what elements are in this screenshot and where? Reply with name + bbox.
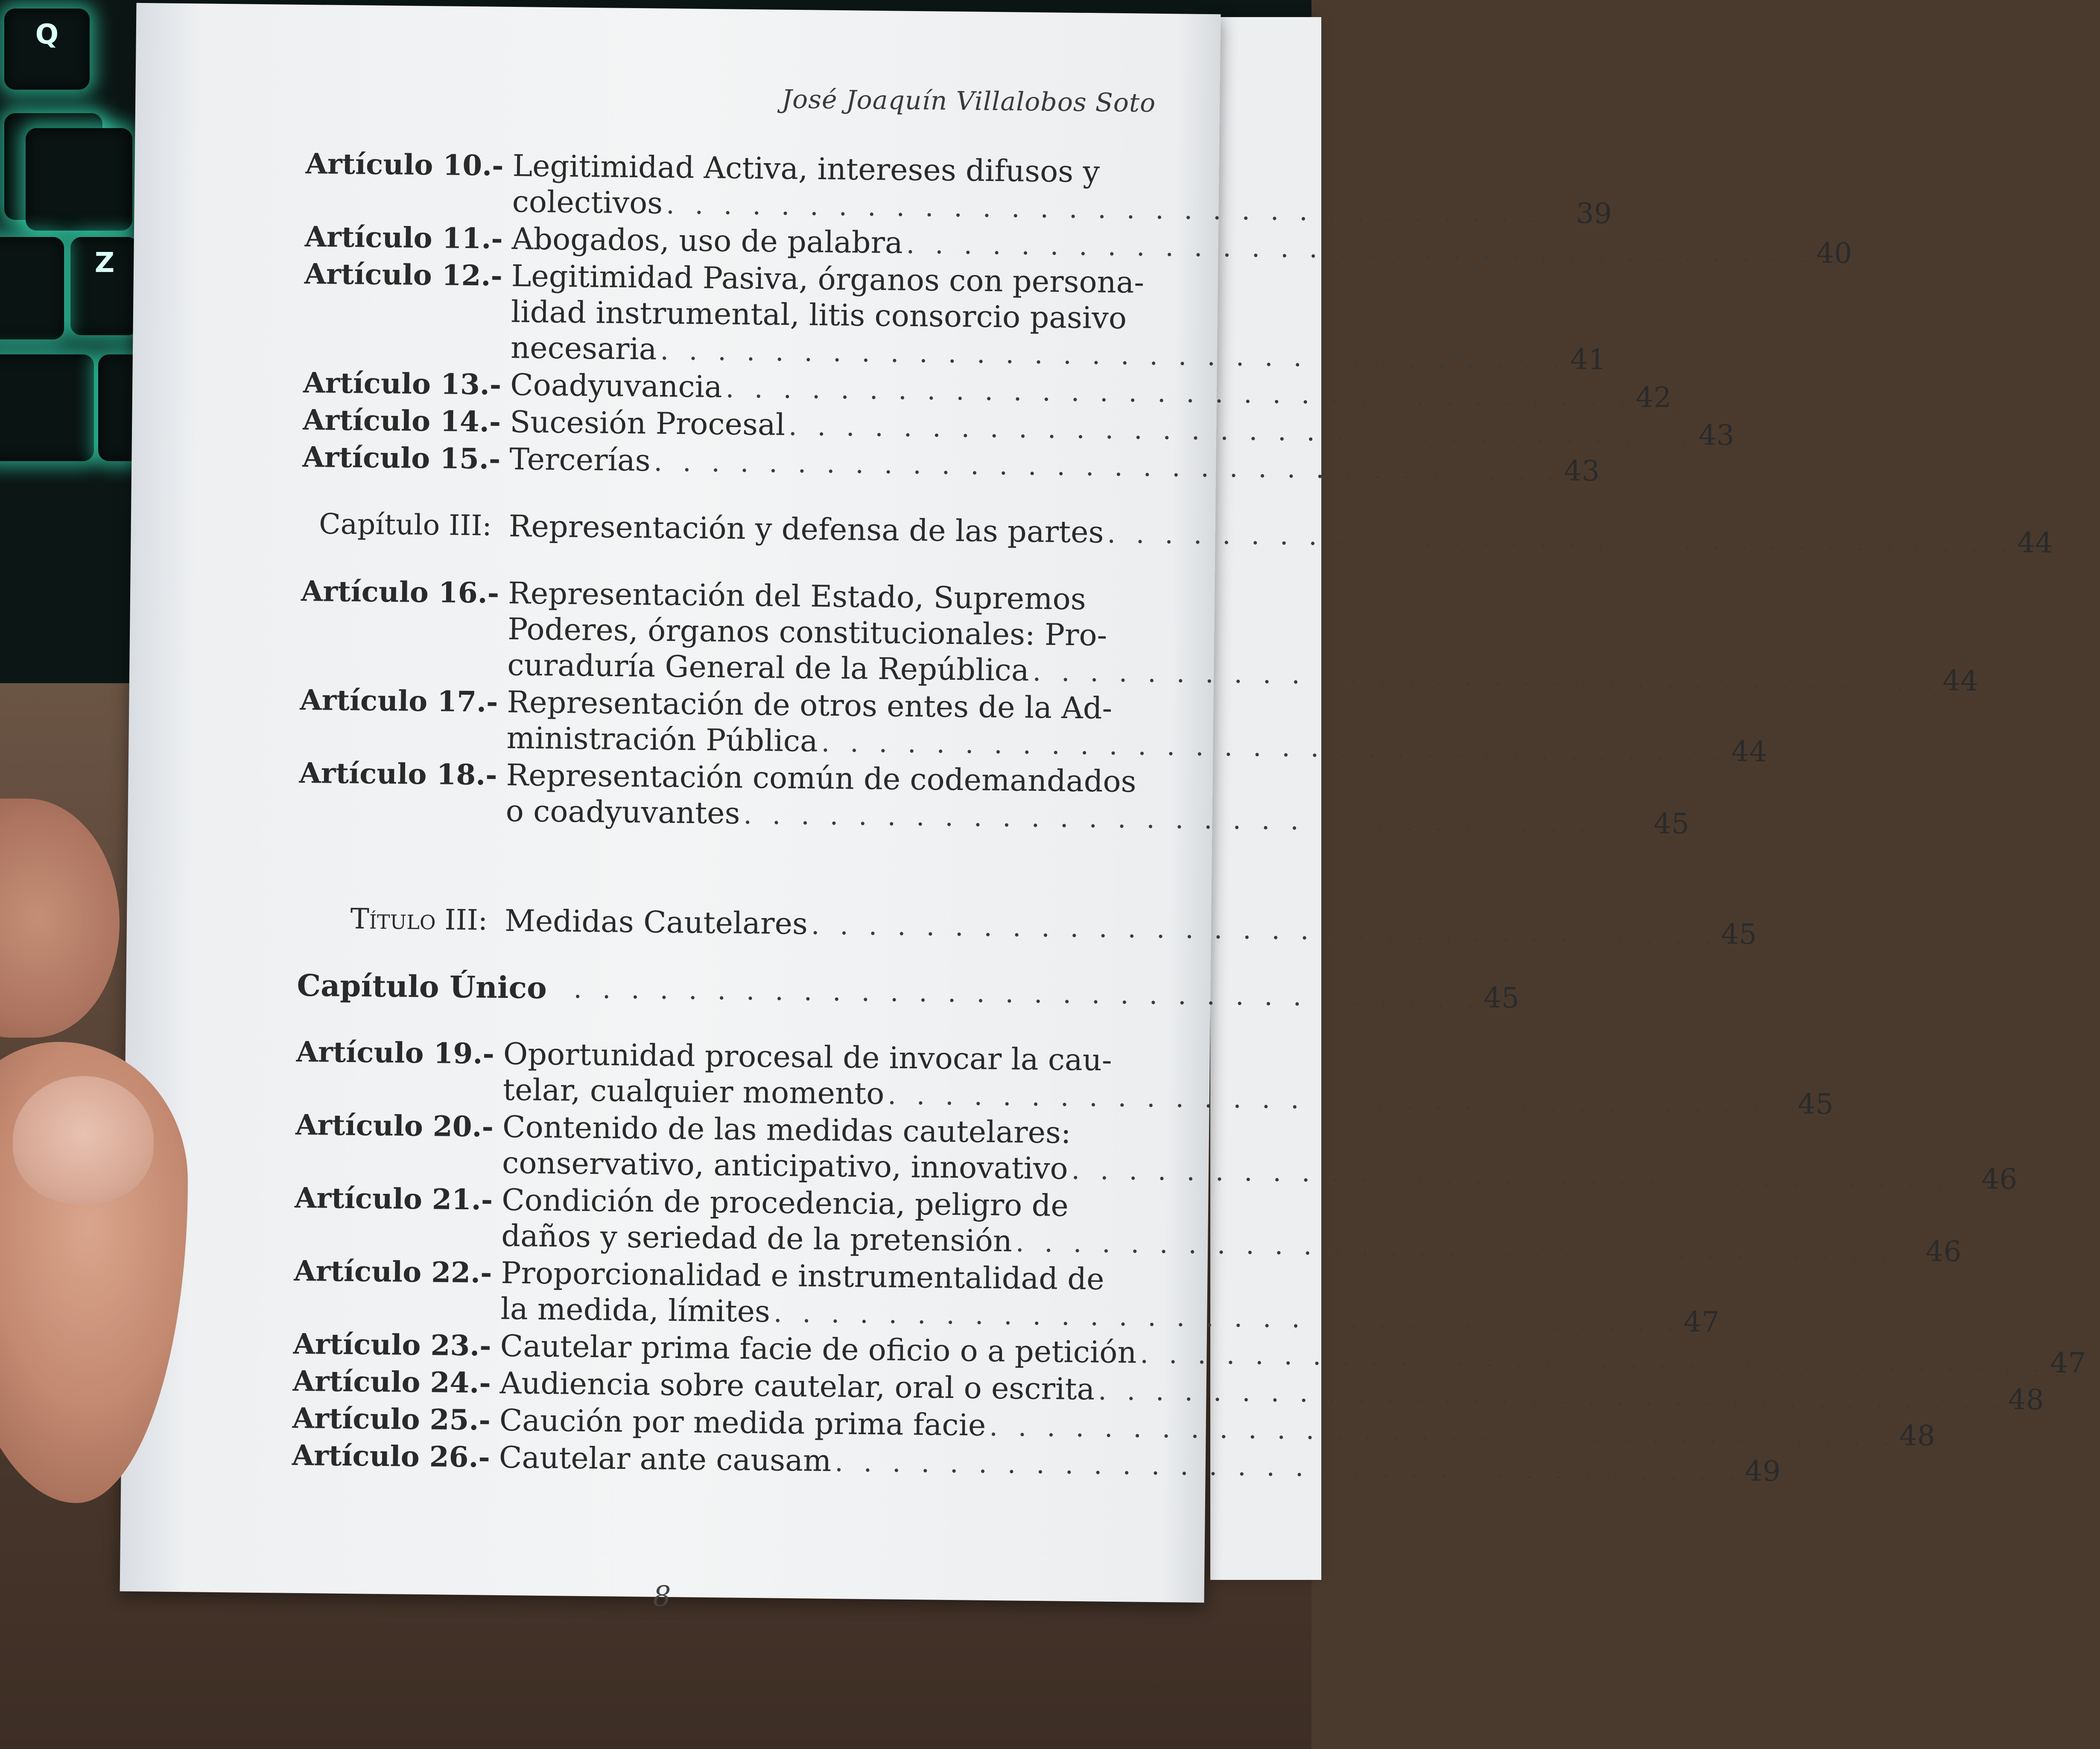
- toc-entry-text: la medida, límites: [500, 1291, 771, 1329]
- toc-page-number: 47: [2050, 1346, 2086, 1380]
- toc-entry-text: Sucesión Procesal: [509, 404, 786, 442]
- leader-dots: . . . . . . . . . . . . . . . . . . . . . . . . . . . . . . . .: [573, 973, 1481, 1014]
- toc-entry-text: Caución por medida prima facie: [499, 1402, 986, 1443]
- toc-page-number: 46: [1981, 1162, 2018, 1196]
- keyboard-key: [0, 354, 94, 461]
- leader-dots: . . . . . . . . . . . . . . . . . . . . . . . . . . . . . . . .: [1107, 518, 2014, 559]
- leader-dots: . . . . . . . . . . . . . . . . . . . . . . . . . . . . . . . .: [1098, 1375, 2005, 1416]
- toc-entry-text: Representación de otros entes de la Ad-: [507, 684, 1113, 726]
- leader-dots: . . . . . . . . . . . . . . . . . . . . . . . . . . . . . . . .: [725, 372, 1633, 413]
- toc-entry-label: Artículo 23.-: [293, 1327, 492, 1363]
- toc-entry-label: Artículo 10.-: [305, 146, 504, 182]
- toc-page-number: 41: [1570, 343, 1606, 376]
- toc-entry-label: Artículo 14.-: [302, 403, 501, 439]
- toc-entry-label: Artículo 24.-: [292, 1364, 491, 1400]
- leader-dots: . . . . . . . . . . . . . . . . . . . . . . . . . . . . . . . .: [1140, 1338, 2047, 1379]
- toc-page-number: 46: [1925, 1234, 1962, 1268]
- toc-entry-text: Representación y defensa de las partes: [508, 509, 1104, 550]
- toc-entry: [298, 755, 1690, 840]
- table-of-contents: [292, 146, 2086, 1488]
- toc-page-number: 44: [1942, 664, 1979, 698]
- toc-entry-text: conservativo, anticipativo, innovativo: [502, 1145, 1069, 1186]
- toc-entry: [305, 146, 1612, 231]
- toc-page-number: 47: [1683, 1305, 1720, 1339]
- toc-entry-text: daños y seriedad de la pretensión: [501, 1218, 1013, 1259]
- leader-dots: . . . . . . . . . . . . . . . . . . . . . . . . . . . . . . . .: [660, 334, 1567, 375]
- toc-entry-text: Abogados, uso de palabra: [511, 221, 903, 260]
- toc-entry-text: necesaria: [510, 330, 657, 367]
- running-header-author: José Joaquín Villalobos Soto: [781, 84, 1156, 118]
- toc-page-number: 43: [1563, 454, 1600, 488]
- toc-entry-text: Audiencia sobre cautelar, oral o escrita: [499, 1365, 1095, 1407]
- toc-entry-text: Legitimidad Activa, intereses difusos y: [512, 148, 1100, 190]
- toc-entry: [300, 573, 1979, 698]
- toc-page-number: 39: [1576, 197, 1612, 231]
- toc-entry-label: Artículo 25.-: [292, 1401, 491, 1437]
- toc-entry-text: curaduría General de la República: [507, 647, 1030, 688]
- leader-dots: . . . . . . . . . . . . . . . . . . . . . . . . . . . . . . . .: [654, 446, 1561, 487]
- toc-entry-text: Representación común de codemandados: [506, 757, 1137, 799]
- toc-entry: [304, 256, 1606, 376]
- book-page: [120, 3, 2086, 1613]
- toc-entry-label: Artículo 11.-: [304, 219, 503, 255]
- leader-dots: . . . . . . . . . . . . . . . . . . . . . . . . . . . . . . . .: [989, 1410, 1896, 1452]
- toc-entry-text: Poderes, órganos constitucionales: Pro-: [507, 611, 1107, 653]
- toc-entry-text: Proporcionalidad e instrumentalidad de: [501, 1255, 1104, 1297]
- thumbnail: [13, 1076, 154, 1204]
- leader-dots: . . . . . . . . . . . . . . . . . . . . . . . . . . . . . . . .: [834, 1446, 1742, 1487]
- toc-entry: [295, 1034, 1834, 1121]
- toc-entry-text: Contenido de las medidas cautelares:: [502, 1109, 1071, 1150]
- toc-entry-label: Artículo 22.-: [294, 1254, 492, 1290]
- toc-entry: [295, 1107, 2018, 1196]
- toc-entry-label: Artículo 13.-: [303, 366, 502, 401]
- toc-chapter-label: Capítulo III:: [318, 507, 492, 542]
- leader-dots: . . . . . . . . . . . . . . . . . . . . . . . . . . . . . . . .: [887, 1079, 1795, 1120]
- toc-entry-text: lidad instrumental, litis consorcio pasivo: [511, 294, 1127, 336]
- toc-entry-text: Legitimidad Pasiva, órganos con persona-: [511, 258, 1145, 300]
- page-number: 8: [653, 1579, 671, 1613]
- toc-entry-label: Artículo 16.-: [301, 574, 499, 610]
- toc-entry-label: Artículo 21.-: [294, 1181, 493, 1217]
- toc-entry-text: Oportunidad procesal de invocar la cau-: [503, 1036, 1112, 1078]
- leader-dots: . . . . . . . . . . . . . . . . . . . . . . . . . . . . . . . .: [1032, 655, 1939, 697]
- toc-chapter-label: Capítulo Único: [297, 967, 547, 1006]
- toc-entry-text: ministración Pública: [506, 720, 818, 759]
- keyboard-key-z: Z: [70, 237, 139, 335]
- leader-dots: . . . . . . . . . . . . . . . . . . . . . . . . . . . . . . . .: [821, 726, 1728, 767]
- toc-entry-label: Artículo 26.-: [292, 1438, 491, 1474]
- toc-entry-text: Cautelar ante causam: [499, 1439, 832, 1479]
- toc-entry: [294, 1180, 1962, 1268]
- toc-page-number: 48: [2008, 1383, 2045, 1416]
- toc-entry-text: colectivos: [512, 184, 663, 221]
- toc-title-label: Título III:: [350, 902, 488, 937]
- keyboard-key: [0, 237, 64, 339]
- toc-entry-label: Artículo 18.-: [299, 756, 498, 792]
- toc-page-number: 45: [1483, 981, 1520, 1015]
- leader-dots: . . . . . . . . . . . . . . . . . . . . . . . . . . . . . . . .: [743, 798, 1650, 840]
- toc-entry-text: telar, cualquier momento: [502, 1072, 885, 1111]
- toc-page-number: 44: [1731, 735, 1767, 768]
- toc-page-number: 45: [1721, 917, 1757, 951]
- toc-entry-label: Artículo 19.-: [296, 1035, 495, 1070]
- toc-entry-text: Representación del Estado, Supremos: [508, 575, 1087, 617]
- leader-dots: . . . . . . . . . . . . . . . . . . . . . . . . . . . . . . . .: [906, 228, 1813, 269]
- toc-entry-label: Artículo 15.-: [302, 440, 501, 476]
- toc-page-number: 44: [2017, 526, 2053, 559]
- toc-entry-label: Artículo 12.-: [304, 257, 503, 292]
- leader-dots: . . . . . . . . . . . . . . . . . . . . . . . . . . . . . . . .: [1071, 1154, 1978, 1195]
- leader-dots: . . . . . . . . . . . . . . . . . . . . . . . . . . . . . . . .: [811, 909, 1718, 950]
- toc-page-number: 40: [1816, 237, 1852, 270]
- toc-entry-text: Tercerías: [509, 442, 651, 478]
- toc-entry-text: Medidas Cautelares: [504, 903, 808, 942]
- toc-page-number: 48: [1899, 1419, 1936, 1453]
- toc-entry-text: Condición de procedencia, peligro de: [501, 1182, 1069, 1223]
- toc-page-number: 42: [1635, 380, 1672, 414]
- leader-dots: . . . . . . . . . . . . . . . . . . . . . . . . . . . . . . . .: [773, 1297, 1680, 1338]
- toc-page-number: 43: [1698, 418, 1735, 452]
- toc-entry: [299, 682, 1767, 768]
- toc-entry-label: Artículo 20.-: [295, 1108, 494, 1144]
- toc-entry-text: Coadyuvancia: [510, 367, 723, 405]
- keyboard-key: [26, 128, 132, 231]
- toc-entry-label: Artículo 17.-: [300, 683, 498, 719]
- leader-dots: . . . . . . . . . . . . . . . . . . . . . . . . . . . . . . . .: [1015, 1226, 1922, 1267]
- toc-page-number: 49: [1744, 1454, 1781, 1488]
- toc-page-number: 45: [1653, 807, 1690, 840]
- leader-dots: . . . . . . . . . . . . . . . . . . . . . . . . . . . . . . . .: [788, 410, 1695, 451]
- toc-entry-text: o coadyuvantes: [505, 793, 740, 831]
- toc-entry: [293, 1253, 1720, 1339]
- leader-dots: . . . . . . . . . . . . . . . . . . . . . . . . . . . . . . . .: [666, 188, 1573, 230]
- toc-page-number: 45: [1797, 1087, 1834, 1121]
- toc-entry-text: Cautelar prima facie de oficio o a petición: [500, 1328, 1137, 1370]
- keyboard-key-q: Q: [4, 9, 90, 90]
